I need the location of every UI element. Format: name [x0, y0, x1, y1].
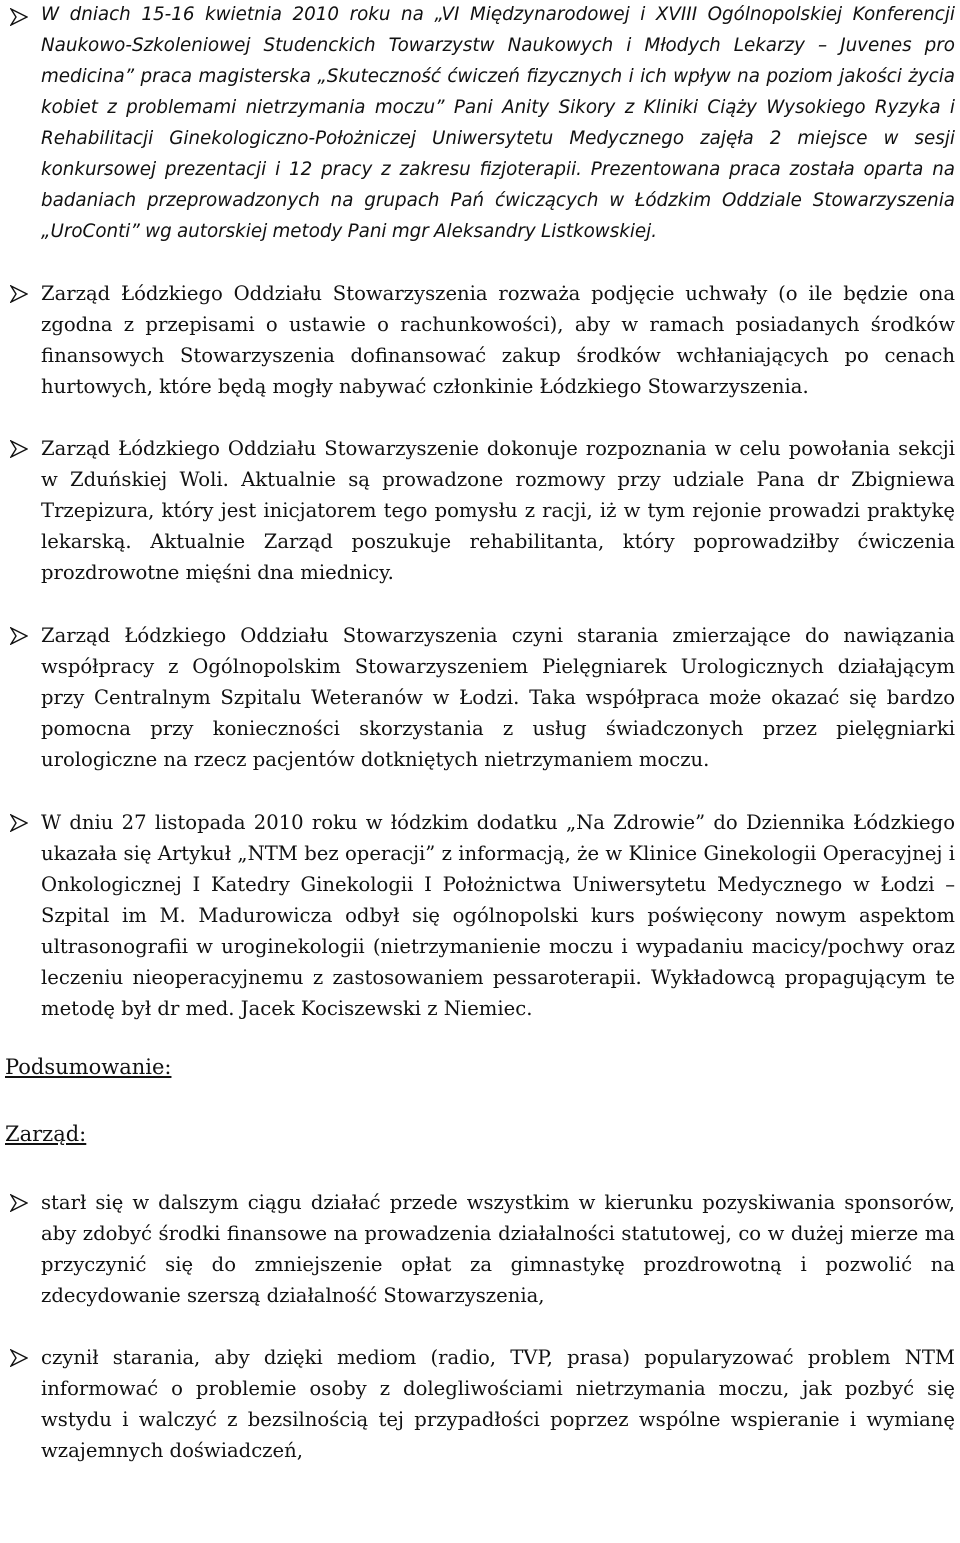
bullet-text: Zarząd Łódzkiego Oddziału Stowarzyszenia rozważa podjęcie uchwały (o ile będzie ona zgodna z przepisami o ustawie o rachunkowości), aby w ramach posiadanych środków finansowych Stowarzyszenia dofinansować zakup środków wchłaniających po cenach hurtowych, które będą mogły nabywać członkinie Łódzkiego Stowarzyszenia. — [41, 282, 955, 398]
bullet-text: W dniach 15-16 kwietnia 2010 roku na „VI Międzynarodowej i XVIII Ogólnopolskiej Konferencji Naukowo-Szkoleniowej Studenckich Towarzystw Naukowych i Młodych Lekarzy – Juvenes pro medicina” praca magisterska „Skuteczność ćwiczeń fizycznych i ich wpływ na poziom jakości życia kobiet z problemami nietrzymania moczu” Pani Anity Sikory z Kliniki Ciąży Wysokiego Ryzyka i Rehabilitacji Ginekologiczno-Położniczej Uniwersytetu Medycznego zajęła 2 miejsce w sesji konkursowej prezentacji i 12 pracy z zakresu fizjoterapii. Prezentowana praca została oparta na badaniach przeprowadzonych na grupach Pań ćwiczących w Łódzkim Oddziale Stowarzyszenia „UroConti” wg autorskiej metody Pani mgr Aleksandry Listkowskiej. — [41, 4, 955, 242]
arrow-bullet-icon — [10, 8, 28, 26]
arrow-bullet-icon — [10, 285, 28, 303]
arrow-bullet-icon — [10, 1349, 28, 1367]
arrow-bullet-icon — [10, 814, 28, 832]
arrow-bullet-icon — [10, 440, 28, 458]
bullet-text: Zarząd Łódzkiego Oddziału Stowarzyszenia czyni starania zmierzające do nawiązania współpracy z Ogólnopolskim Stowarzyszeniem Pielęgniarek Urologicznych działającym przy Centralnym Szpitalu Weteranów w Łodzi. Taka współpraca może okazać się bardzo pomocna przy konieczności skorzystania z usług świadczonych przez pielęgniarki urologiczne na rzecz pacjentów dotkniętych nietrzymaniem moczu. — [41, 624, 955, 771]
bullet-text: czynił starania, aby dzięki mediom (radio, TVP, prasa) popularyzować problem NTM informować o problemie osoby z dolegliwościami nietrzymania moczu, jak pozbyć się wstydu i walczyć z bezsilnością tej przypadłości poprzez wspólne wspieranie i wymianę wzajemnych doświadczeń, — [41, 1346, 955, 1462]
arrow-bullet-icon — [10, 1194, 28, 1212]
board-heading: Zarząd: — [5, 1122, 87, 1146]
arrow-bullet-icon — [10, 627, 28, 645]
bullet-text: W dniu 27 listopada 2010 roku w łódzkim dodatku „Na Zdrowie” do Dziennika Łódzkiego ukazała się Artykuł „NTM bez operacji” z informacją, że w Klinice Ginekologii Operacyjnej i Onkologicznej I Katedry Ginekologii I Położnictwa Uniwersytetu Medycznego w Łodzi – Szpital im M. Madurowicza odbył się ogólnopolski kurs poświęcony nowym aspektom ultrasonografii w uroginekologii (nietrzymanienie moczu i wypadaniu macicy/pochwy oraz leczeniu nieoperacyjnemu z zastosowaniem pessaroterapii. Wykładowcą propagującym te metodę był dr med. Jacek Kociszewski z Niemiec. — [41, 811, 955, 1020]
summary-heading: Podsumowanie: — [5, 1055, 172, 1079]
bullet-text: Zarząd Łódzkiego Oddziału Stowarzyszenie dokonuje rozpoznania w celu powołania sekcji w Zduńskiej Woli. Aktualnie są prowadzone rozmowy przy udziale Pana dr Zbigniewa Trzepizura, który jest inicjatorem tego pomysłu z racji, iż w tym rejonie prowadzi praktykę lekarską. Aktualnie Zarząd poszukuje rehabilitanta, który poprowadziłby ćwiczenia prozdrowotne mięśni dna miednicy. — [41, 437, 955, 584]
bullet-text: starł się w dalszym ciągu działać przede wszystkim w kierunku pozyskiwania sponsorów, aby zdobyć środki finansowe na prowadzenia działalności statutowej, co w dużej mierze ma przyczynić się do zmniejszenie opłat za gimnastykę prozdrowotną i pozwolić na zdecydowanie szerszą działalność Stowarzyszenia, — [41, 1191, 955, 1307]
